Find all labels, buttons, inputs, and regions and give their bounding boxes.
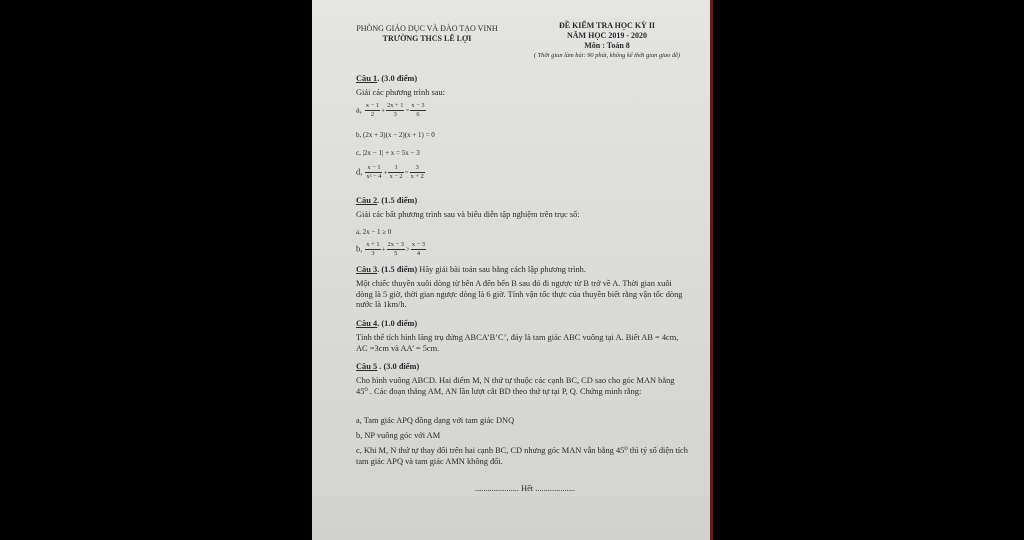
end-marker: ..................... Hết ...................: [474, 484, 576, 493]
operator: +: [383, 168, 388, 177]
denominator: 6: [416, 111, 420, 118]
q2-part-b: [356, 241, 427, 258]
q1-points: . (3.0 điểm): [377, 74, 418, 83]
denominator: x + 2: [410, 173, 424, 180]
q4-points: . (1.0 điểm): [377, 319, 418, 328]
subject: Môn : Toán 8: [584, 41, 630, 50]
fraction: [387, 241, 405, 258]
q1-part-b: b, (2x + 3)(x − 2)(x + 1) = 0: [356, 131, 435, 139]
q4-text: Tính thể tích hình lăng trụ đứng ABCA’B’C’, đáy là tam giác ABC vuông tại A. Biết AB = 4cm, AC =3cm và AA’ = 5cm.: [356, 333, 679, 353]
fraction: [365, 164, 382, 181]
operator: +: [381, 106, 386, 115]
fraction: [365, 241, 380, 258]
school-year: NĂM HỌC 2019 - 2020: [567, 31, 647, 40]
numerator: x − 3: [411, 241, 426, 248]
header-right: [517, 21, 697, 60]
q3-points: . (1.5 điểm): [377, 265, 418, 274]
q1-a-label: a,: [356, 105, 362, 115]
q2-points: . (1.5 điểm): [377, 196, 418, 205]
q2-part-a: a, 2x − 1 ≥ 0: [356, 228, 392, 236]
operator: =: [405, 106, 410, 115]
q1-part-c: c, |2x − 1| + x = 5x − 3: [356, 149, 420, 157]
q1-title: Câu 1: [356, 74, 378, 83]
school-name: TRƯỜNG THCS LÊ LỢI: [382, 34, 472, 43]
q2-b-label: b,: [356, 244, 363, 254]
exam-paper: [312, 0, 710, 540]
fraction: [411, 241, 426, 258]
q5-part-b: b, NP vuông góc với AM: [356, 431, 441, 440]
q5-part-a: a, Tam giác APQ đồng dạng với tam giác DNQ: [356, 416, 515, 425]
q3-heading: [356, 265, 586, 276]
numerator: x − 1: [367, 164, 381, 171]
denominator: 5: [394, 250, 398, 257]
department-name: PHÒNG GIÁO DỤC VÀ ĐÀO TẠO VINH: [356, 24, 498, 33]
q2-title: Câu 2: [356, 196, 378, 205]
operator: >: [405, 245, 410, 254]
q5-title: Câu 5: [356, 362, 378, 371]
background-edge: [710, 0, 713, 540]
denominator: x − 2: [389, 173, 403, 180]
numerator: 1: [388, 164, 403, 173]
fraction: [365, 102, 380, 119]
q2-prompt: Giải các bất phương trình sau và biểu diễn tập nghiệm trên trục số:: [356, 210, 580, 219]
q5-part-c: c, Khi M, N thứ tự thay đổi trên hai cạnh BC, CD nhưng góc MAN vẫn bằng 45⁰ thì tỷ số diện tích tam giác APQ và tam giác AMN không đổi.: [356, 446, 688, 466]
q2-heading: [356, 196, 417, 207]
operator: =: [404, 168, 409, 177]
exam-title: ĐỀ KIỂM TRA HỌC KỲ II: [558, 21, 656, 30]
q1-d-label: d,: [356, 167, 363, 177]
numerator: x + 1: [366, 241, 380, 248]
numerator: 2x − 3: [387, 241, 404, 248]
q5-points: . (3.0 điểm): [377, 362, 420, 371]
numerator: x − 1: [365, 102, 380, 109]
q4-heading: [356, 319, 417, 330]
denominator: 4: [416, 250, 421, 257]
denominator: 2: [370, 111, 375, 118]
q5-heading: [356, 362, 419, 373]
fraction: [410, 102, 425, 119]
q1-prompt: Giải các phương trình sau:: [356, 88, 445, 97]
q3-text: Một chiếc thuyền xuôi dòng từ bến A đến bến B sau đó đi ngược từ B trở về A. Thời gian xuôi dòng là 5 giờ, thời gian ngược dòng là 6 giờ. Tính vận tốc thực của thuyền biết rằng vận tốc dòng nước là 1km/h.: [356, 279, 683, 309]
denominator: x² − 4: [366, 173, 382, 180]
q1-part-a: [356, 102, 427, 119]
q4-title: Câu 4: [356, 319, 378, 328]
q5-text: Cho hình vuông ABCD. Hai điểm M, N thứ tự thuộc các cạnh BC, CD sao cho góc MAN bằng 45⁰ . Các đoạn thẳng AM, AN lần lượt cắt BD theo thứ tự tại P, Q. Chứng minh rằng:: [356, 376, 675, 396]
fraction: [388, 164, 403, 181]
numerator: 2x + 1: [387, 102, 404, 109]
header-left: [337, 24, 517, 44]
fraction: [386, 102, 404, 119]
fraction: [410, 164, 425, 181]
numerator: x − 3: [411, 102, 425, 109]
denominator: 3: [393, 111, 397, 118]
q1-heading: [356, 74, 417, 85]
numerator: 3: [410, 164, 425, 173]
q3-prompt: Hãy giải bài toán sau bằng cách lập phương trình.: [417, 265, 586, 274]
denominator: 3: [371, 250, 375, 257]
operator: +: [381, 245, 386, 254]
time-note: ( Thời gian làm bài: 90 phút, không kể thời gian giao đề): [533, 52, 681, 59]
q1-part-d: [356, 164, 426, 181]
q3-title: Câu 3: [356, 265, 378, 274]
